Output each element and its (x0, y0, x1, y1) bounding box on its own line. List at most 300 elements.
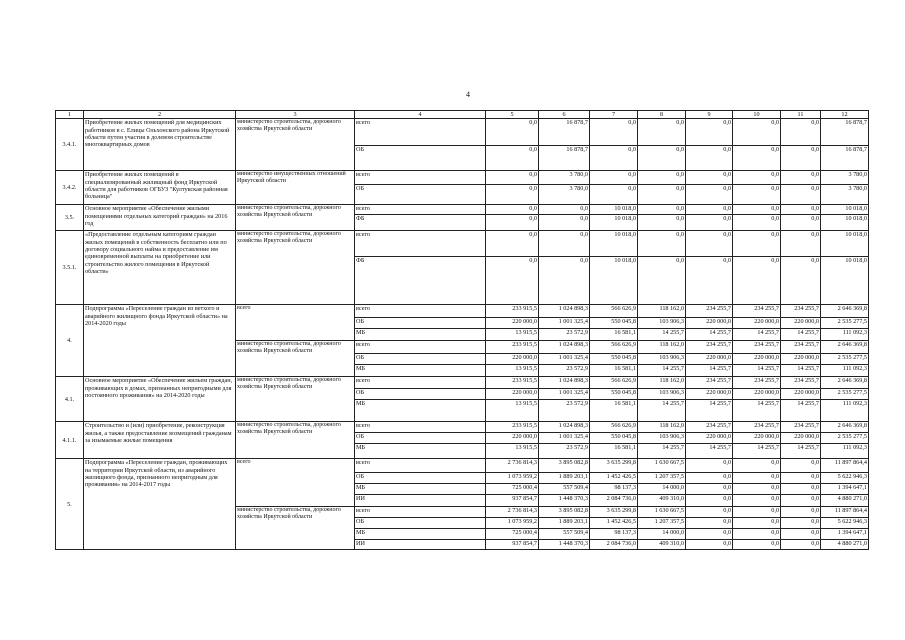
amount-cell: 1 889 203,1 (539, 518, 590, 529)
amount-cell: 0,0 (686, 231, 733, 257)
amount-cell: 14 000,0 (638, 529, 686, 540)
item-name: Приобретение жилых помещений для медицинских работников в с. Елицы Ольхонского района Иркутской области путем участия в долевом строительстве многоквартирных домов (84, 119, 236, 171)
amount-cell: 220 000,0 (781, 318, 821, 329)
amount-cell: 3 635 299,8 (590, 459, 638, 473)
amount-cell: 3 780,0 (821, 185, 869, 205)
funding-source: ОБ (355, 473, 486, 484)
funding-source: ОБ (355, 433, 486, 444)
amount-cell: 550 045,8 (590, 354, 638, 365)
amount-cell: 16 581,1 (590, 365, 638, 377)
amount-cell: 14 255,7 (781, 444, 821, 459)
amount-cell: 16 878,7 (539, 146, 590, 171)
amount-cell: 14 255,7 (638, 444, 686, 459)
header-col-11: 11 (781, 111, 821, 119)
amount-cell: 409 310,0 (638, 540, 686, 550)
funding-source: ФБ (355, 215, 486, 231)
amount-cell: 14 255,7 (733, 365, 781, 377)
amount-cell: 234 255,7 (733, 305, 781, 318)
amount-cell: 1 452 426,5 (590, 518, 638, 529)
funding-source: всего (355, 305, 486, 318)
amount-cell: 13 915,5 (486, 444, 539, 459)
amount-cell: 1 630 667,5 (638, 507, 686, 518)
amount-cell: 14 255,7 (686, 329, 733, 341)
funding-source: ИИ (355, 495, 486, 507)
funding-source: МБ (355, 400, 486, 422)
budget-table (55, 110, 869, 550)
header-col-10: 10 (733, 111, 781, 119)
amount-cell: 220 000,0 (486, 433, 539, 444)
header-col-5: 5 (486, 111, 539, 119)
table-row (56, 422, 869, 433)
amount-cell: 550 045,8 (590, 433, 638, 444)
amount-cell: 1 073 959,2 (486, 518, 539, 529)
amount-cell: 14 000,0 (638, 484, 686, 495)
funding-source: всего (355, 171, 486, 185)
page-number: 4 (466, 90, 470, 99)
amount-cell: 0,0 (590, 171, 638, 185)
funding-source: МБ (355, 529, 486, 540)
amount-cell: 1 001 325,4 (539, 389, 590, 400)
table-row (56, 231, 869, 257)
header-col-9: 9 (686, 111, 733, 119)
header-col-12: 12 (821, 111, 869, 119)
item-name: Подпрограмма «Переселение граждан, проживающих на территории Иркутской области, из аварийного жилищного фонда, признанного непригодным для проживания» на 2014-2017 годы (84, 459, 236, 550)
table-body (56, 111, 869, 550)
amount-cell: 1 889 203,1 (539, 473, 590, 484)
amount-cell: 1 001 325,4 (539, 318, 590, 329)
amount-cell: 14 255,7 (781, 329, 821, 341)
table-row (56, 305, 869, 318)
amount-cell: 1 001 325,4 (539, 433, 590, 444)
item-name: Строительство и (или) приобретение, реконструкция жилья, а также предоставление возмещений гражданам за изымаемые жилые помещения (84, 422, 236, 459)
amount-cell: 14 255,7 (781, 365, 821, 377)
amount-cell: 0,0 (733, 171, 781, 185)
amount-cell: 234 255,7 (781, 377, 821, 389)
amount-cell: 1 207 357,5 (638, 518, 686, 529)
amount-cell: 557 509,4 (539, 529, 590, 540)
amount-cell: 14 255,7 (686, 365, 733, 377)
amount-cell: 0,0 (781, 146, 821, 171)
amount-cell: 14 255,7 (638, 365, 686, 377)
table-row (56, 459, 869, 473)
amount-cell: 234 255,7 (781, 341, 821, 354)
amount-cell: 0,0 (733, 484, 781, 495)
amount-cell: 16 581,1 (590, 400, 638, 422)
amount-cell: 220 000,0 (686, 354, 733, 365)
funding-source: ОБ (355, 354, 486, 365)
amount-cell: 550 045,8 (590, 389, 638, 400)
funding-source: ОБ (355, 318, 486, 329)
amount-cell: 233 915,5 (486, 377, 539, 389)
amount-cell: 220 000,0 (781, 389, 821, 400)
amount-cell: 0,0 (638, 205, 686, 215)
funding-source: МБ (355, 444, 486, 459)
funding-source: ОБ (355, 518, 486, 529)
amount-cell: 220 000,0 (486, 318, 539, 329)
header-col-1: 1 (56, 111, 84, 119)
amount-cell: 3 635 299,8 (590, 507, 638, 518)
funding-source: всего (355, 119, 486, 146)
amount-cell: 111 092,3 (821, 444, 869, 459)
header-col-3: 3 (236, 111, 355, 119)
amount-cell: 0,0 (638, 185, 686, 205)
amount-cell: 220 000,0 (781, 354, 821, 365)
amount-cell: 0,0 (486, 171, 539, 185)
amount-cell: 0,0 (781, 484, 821, 495)
executor: министерство имущественных отношений Иркутской области (236, 171, 355, 205)
amount-cell: 220 000,0 (486, 354, 539, 365)
amount-cell: 0,0 (590, 185, 638, 205)
amount-cell: 234 255,7 (733, 341, 781, 354)
amount-cell: 118 162,0 (638, 422, 686, 433)
amount-cell: 0,0 (590, 119, 638, 146)
amount-cell: 1 448 370,3 (539, 540, 590, 550)
amount-cell: 4 880 271,0 (821, 540, 869, 550)
amount-cell: 14 255,7 (733, 444, 781, 459)
amount-cell: 10 018,0 (590, 205, 638, 215)
funding-source: МБ (355, 484, 486, 495)
funding-source: всего (355, 377, 486, 389)
amount-cell: 23 572,9 (539, 365, 590, 377)
amount-cell: 0,0 (486, 205, 539, 215)
amount-cell: 0,0 (733, 518, 781, 529)
funding-source: МБ (355, 329, 486, 341)
amount-cell: 234 255,7 (781, 305, 821, 318)
funding-source: всего (355, 205, 486, 215)
header-col-6: 6 (539, 111, 590, 119)
amount-cell: 111 092,3 (821, 400, 869, 422)
amount-cell: 220 000,0 (486, 389, 539, 400)
amount-cell: 5 622 946,3 (821, 473, 869, 484)
amount-cell: 10 018,0 (821, 231, 869, 257)
amount-cell: 0,0 (733, 185, 781, 205)
amount-cell: 937 854,7 (486, 495, 539, 507)
executor: министерство строительства, дорожного хозяйства Иркутской области (236, 422, 355, 459)
amount-cell: 1 207 357,5 (638, 473, 686, 484)
amount-cell: 0,0 (638, 231, 686, 257)
amount-cell: 0,0 (686, 459, 733, 473)
funding-source: всего (355, 422, 486, 433)
table-row (56, 205, 869, 215)
amount-cell: 4 880 271,0 (821, 495, 869, 507)
amount-cell: 0,0 (781, 119, 821, 146)
amount-cell: 0,0 (686, 215, 733, 231)
amount-cell: 725 000,4 (486, 484, 539, 495)
amount-cell: 0,0 (781, 518, 821, 529)
amount-cell: 566 626,9 (590, 377, 638, 389)
amount-cell: 2 535 277,5 (821, 389, 869, 400)
amount-cell: 14 255,7 (638, 400, 686, 422)
amount-cell: 0,0 (781, 495, 821, 507)
amount-cell: 11 897 864,4 (821, 459, 869, 473)
table-row (56, 119, 869, 146)
amount-cell: 3 780,0 (821, 171, 869, 185)
amount-cell: 0,0 (781, 185, 821, 205)
amount-cell: 0,0 (638, 146, 686, 171)
amount-cell: 566 626,9 (590, 305, 638, 318)
amount-cell: 1 024 898,3 (539, 422, 590, 433)
amount-cell: 220 000,0 (733, 433, 781, 444)
item-name: «Предоставление отдельным категориям граждан жилых помещений в собственность бесплатно или по договору социального найма и предоставление им единовременной выплаты на приобретение или строительство жилого помещения в Иркутской области» (84, 231, 236, 305)
amount-cell: 16 581,1 (590, 444, 638, 459)
amount-cell: 220 000,0 (733, 318, 781, 329)
amount-cell: 0,0 (733, 540, 781, 550)
amount-cell: 13 915,5 (486, 365, 539, 377)
amount-cell: 220 000,0 (686, 433, 733, 444)
amount-cell: 103 906,3 (638, 433, 686, 444)
amount-cell: 234 255,7 (733, 422, 781, 433)
amount-cell: 0,0 (733, 529, 781, 540)
amount-cell: 566 626,9 (590, 422, 638, 433)
amount-cell: 0,0 (781, 215, 821, 231)
amount-cell: 233 915,5 (486, 341, 539, 354)
item-name: Основное мероприятие «Обеспечение жилыми помещениями отдельных категорий граждан» на 2016 год (84, 205, 236, 231)
amount-cell: 3 780,0 (539, 185, 590, 205)
amount-cell: 2 535 277,5 (821, 433, 869, 444)
item-code: 4.1. (56, 377, 84, 422)
amount-cell: 0,0 (686, 171, 733, 185)
amount-cell: 234 255,7 (686, 341, 733, 354)
executor: всего (236, 305, 355, 341)
amount-cell: 1 394 647,1 (821, 484, 869, 495)
amount-cell: 1 024 898,3 (539, 305, 590, 318)
amount-cell: 2 646 369,8 (821, 377, 869, 389)
amount-cell: 16 878,7 (821, 146, 869, 171)
amount-cell: 10 018,0 (821, 215, 869, 231)
amount-cell: 1 001 325,4 (539, 354, 590, 365)
funding-source: МБ (355, 365, 486, 377)
amount-cell: 0,0 (486, 185, 539, 205)
amount-cell: 234 255,7 (686, 377, 733, 389)
amount-cell: 0,0 (486, 231, 539, 257)
amount-cell: 111 092,3 (821, 365, 869, 377)
amount-cell: 2 736 814,3 (486, 459, 539, 473)
amount-cell: 3 895 082,8 (539, 459, 590, 473)
amount-cell: 14 255,7 (638, 329, 686, 341)
amount-cell: 0,0 (686, 529, 733, 540)
amount-cell: 13 915,5 (486, 329, 539, 341)
amount-cell: 2 535 277,5 (821, 354, 869, 365)
amount-cell: 0,0 (781, 459, 821, 473)
amount-cell: 103 906,3 (638, 354, 686, 365)
amount-cell: 0,0 (486, 119, 539, 146)
funding-source: ФБ (355, 257, 486, 305)
amount-cell: 0,0 (733, 473, 781, 484)
executor: министерство строительства, дорожного хозяйства Иркутской области (236, 507, 355, 550)
amount-cell: 0,0 (733, 507, 781, 518)
amount-cell: 0,0 (539, 215, 590, 231)
amount-cell: 23 572,9 (539, 329, 590, 341)
amount-cell: 0,0 (686, 473, 733, 484)
amount-cell: 0,0 (686, 146, 733, 171)
amount-cell: 0,0 (539, 205, 590, 215)
table-row (56, 171, 869, 185)
amount-cell: 23 572,9 (539, 444, 590, 459)
amount-cell: 14 255,7 (686, 400, 733, 422)
amount-cell: 2 646 369,8 (821, 422, 869, 433)
amount-cell: 23 572,9 (539, 400, 590, 422)
amount-cell: 2 646 369,8 (821, 341, 869, 354)
amount-cell: 1 024 898,3 (539, 341, 590, 354)
amount-cell: 10 018,0 (590, 215, 638, 231)
amount-cell: 0,0 (686, 484, 733, 495)
amount-cell: 409 310,0 (638, 495, 686, 507)
funding-source: ОБ (355, 389, 486, 400)
amount-cell: 10 018,0 (821, 205, 869, 215)
amount-cell: 233 915,5 (486, 422, 539, 433)
item-code: 3.5.1. (56, 231, 84, 305)
item-code: 4.1.1. (56, 422, 84, 459)
executor: министерство строительства, дорожного хозяйства Иркутской области (236, 231, 355, 305)
amount-cell: 111 092,3 (821, 329, 869, 341)
item-code: 3.5. (56, 205, 84, 231)
executor: министерство строительства, дорожного хозяйства Иркутской области (236, 377, 355, 422)
amount-cell: 0,0 (781, 529, 821, 540)
executor: всего (236, 459, 355, 507)
funding-source: ОБ (355, 185, 486, 205)
amount-cell: 566 626,9 (590, 341, 638, 354)
amount-cell: 234 255,7 (733, 377, 781, 389)
amount-cell: 0,0 (686, 257, 733, 305)
amount-cell: 13 915,5 (486, 400, 539, 422)
amount-cell: 10 018,0 (590, 231, 638, 257)
amount-cell: 118 162,0 (638, 341, 686, 354)
amount-cell: 234 255,7 (686, 305, 733, 318)
amount-cell: 11 897 864,4 (821, 507, 869, 518)
amount-cell: 0,0 (590, 146, 638, 171)
amount-cell: 0,0 (733, 205, 781, 215)
header-col-7: 7 (590, 111, 638, 119)
funding-source: всего (355, 231, 486, 257)
amount-cell: 10 018,0 (590, 257, 638, 305)
amount-cell: 0,0 (686, 507, 733, 518)
amount-cell: 234 255,7 (781, 422, 821, 433)
item-name: Приобретение жилых помещений в специализированный жилищный фонд Иркутской области для работников ОГБУЗ "Култукская районная больница" (84, 171, 236, 205)
amount-cell: 16 581,1 (590, 329, 638, 341)
amount-cell: 103 906,3 (638, 318, 686, 329)
amount-cell: 0,0 (781, 473, 821, 484)
executor: министерство строительства, дорожного хозяйства Иркутской области (236, 119, 355, 171)
amount-cell: 0,0 (486, 257, 539, 305)
amount-cell: 0,0 (781, 205, 821, 215)
amount-cell: 0,0 (781, 171, 821, 185)
amount-cell: 220 000,0 (781, 433, 821, 444)
amount-cell: 2 084 736,0 (590, 495, 638, 507)
amount-cell: 2 646 369,8 (821, 305, 869, 318)
amount-cell: 557 509,4 (539, 484, 590, 495)
amount-cell: 0,0 (638, 215, 686, 231)
amount-cell: 0,0 (539, 231, 590, 257)
amount-cell: 14 255,7 (686, 444, 733, 459)
amount-cell: 0,0 (733, 146, 781, 171)
amount-cell: 1 073 959,2 (486, 473, 539, 484)
amount-cell: 1 024 898,3 (539, 377, 590, 389)
amount-cell: 0,0 (486, 215, 539, 231)
item-code: 5. (56, 459, 84, 550)
amount-cell: 234 255,7 (686, 422, 733, 433)
amount-cell: 937 854,7 (486, 540, 539, 550)
item-name: Подпрограмма «Переселение граждан из ветхого и аварийного жилищного фонда Иркутской области» на 2014-2020 годы (84, 305, 236, 377)
amount-cell: 103 906,3 (638, 389, 686, 400)
amount-cell: 0,0 (686, 495, 733, 507)
funding-source: ИИ (355, 540, 486, 550)
amount-cell: 5 622 946,3 (821, 518, 869, 529)
funding-source: ОБ (355, 146, 486, 171)
funding-source: всего (355, 459, 486, 473)
amount-cell: 725 000,4 (486, 529, 539, 540)
amount-cell: 118 162,0 (638, 305, 686, 318)
executor: министерство строительства, дорожного хозяйства Иркутской области (236, 341, 355, 377)
amount-cell: 0,0 (686, 185, 733, 205)
amount-cell: 0,0 (781, 231, 821, 257)
amount-cell: 10 018,0 (821, 257, 869, 305)
amount-cell: 0,0 (638, 119, 686, 146)
amount-cell: 0,0 (733, 231, 781, 257)
amount-cell: 233 915,5 (486, 305, 539, 318)
amount-cell: 0,0 (733, 119, 781, 146)
amount-cell: 3 895 082,8 (539, 507, 590, 518)
item-code: 3.4.2. (56, 171, 84, 205)
amount-cell: 3 780,0 (539, 171, 590, 185)
amount-cell: 0,0 (686, 540, 733, 550)
amount-cell: 0,0 (638, 257, 686, 305)
amount-cell: 98 137,3 (590, 529, 638, 540)
amount-cell: 220 000,0 (733, 389, 781, 400)
amount-cell: 98 137,3 (590, 484, 638, 495)
item-code: 3.4.1. (56, 119, 84, 171)
item-name: Основное мероприятие «Обеспечение жильем граждан, проживающих в домах, признанных непригодными для постоянного проживания» на 2014-2020 годы (84, 377, 236, 422)
amount-cell: 0,0 (781, 540, 821, 550)
amount-cell: 0,0 (733, 459, 781, 473)
amount-cell: 1 394 647,1 (821, 529, 869, 540)
funding-source: всего (355, 507, 486, 518)
amount-cell: 16 878,7 (539, 119, 590, 146)
amount-cell: 14 255,7 (733, 329, 781, 341)
amount-cell: 220 000,0 (733, 354, 781, 365)
amount-cell: 0,0 (686, 119, 733, 146)
amount-cell: 220 000,0 (686, 389, 733, 400)
amount-cell: 2 736 814,3 (486, 507, 539, 518)
amount-cell: 0,0 (638, 171, 686, 185)
amount-cell: 1 630 667,5 (638, 459, 686, 473)
amount-cell: 1 448 370,3 (539, 495, 590, 507)
header-col-2: 2 (84, 111, 236, 119)
amount-cell: 2 084 736,0 (590, 540, 638, 550)
amount-cell: 0,0 (539, 257, 590, 305)
amount-cell: 0,0 (686, 518, 733, 529)
amount-cell: 0,0 (686, 205, 733, 215)
funding-source: всего (355, 341, 486, 354)
amount-cell: 220 000,0 (686, 318, 733, 329)
executor: министерство строительства, дорожного хозяйства Иркутской области (236, 205, 355, 231)
amount-cell: 0,0 (781, 257, 821, 305)
amount-cell: 16 878,7 (821, 119, 869, 146)
amount-cell: 2 535 277,5 (821, 318, 869, 329)
amount-cell: 14 255,7 (781, 400, 821, 422)
amount-cell: 0,0 (733, 495, 781, 507)
amount-cell: 0,0 (781, 507, 821, 518)
table-row (56, 377, 869, 389)
amount-cell: 0,0 (733, 215, 781, 231)
amount-cell: 550 045,8 (590, 318, 638, 329)
header-col-4: 4 (355, 111, 486, 119)
header-col-8: 8 (638, 111, 686, 119)
amount-cell: 0,0 (486, 146, 539, 171)
amount-cell: 1 452 426,5 (590, 473, 638, 484)
amount-cell: 0,0 (733, 257, 781, 305)
column-number-header (56, 111, 869, 119)
amount-cell: 14 255,7 (733, 400, 781, 422)
